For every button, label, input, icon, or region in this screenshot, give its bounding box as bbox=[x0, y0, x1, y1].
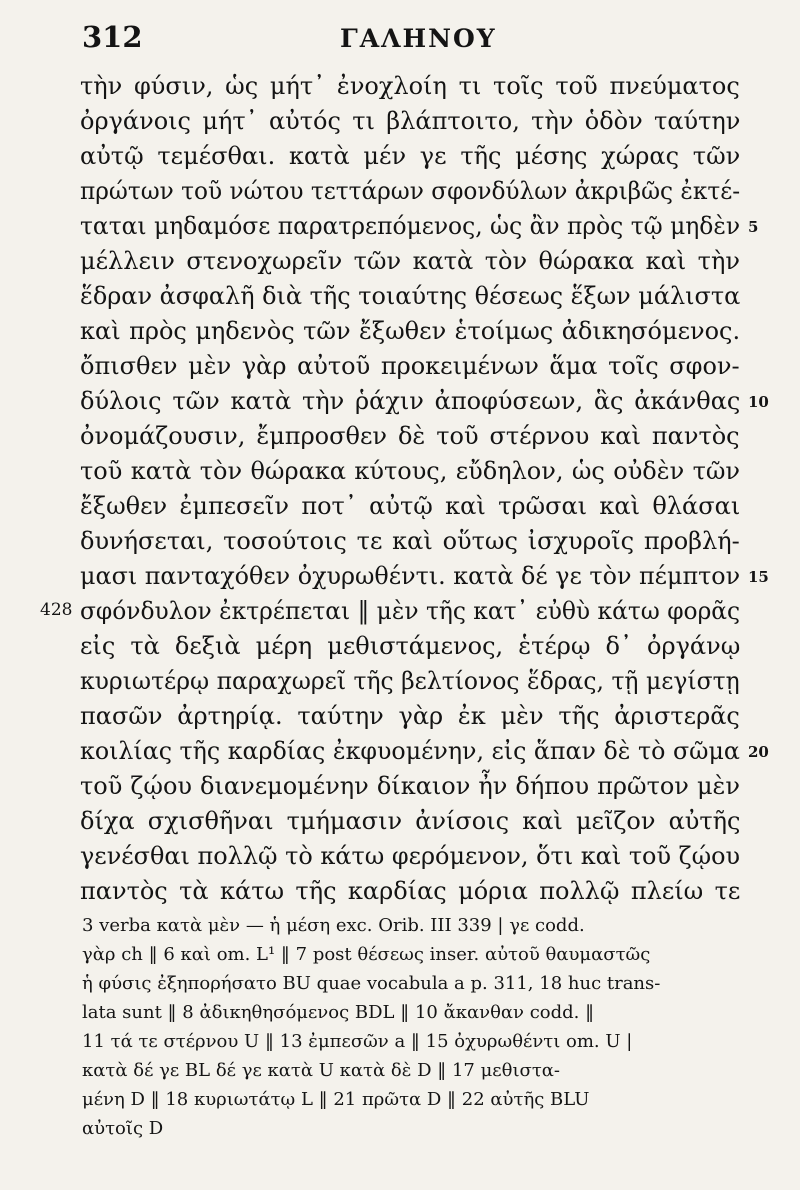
text-line: δύλοις τῶν κατὰ τὴν ῥάχιν ἀποφύσεων, ἃς ἀκάνθας bbox=[80, 387, 741, 415]
text-line: ἕδραν ἀσφαλῆ διὰ τῆς τοιαύτης θέσεως ἕξων μάλιστα bbox=[80, 282, 741, 310]
text-line: παντὸς τὰ κάτω τῆς καρδίας μόρια πολλῷ πλείω τε bbox=[80, 877, 741, 905]
footnote-line: 3 verba κατὰ μὲν — ἡ μέση exc. Orib. III 339 | γε codd. bbox=[82, 915, 585, 936]
text-line: ὀργάνοις μήτ᾽ αὐτός τι βλάπτοιτο, τὴν ὁδὸν ταύτην bbox=[80, 107, 741, 135]
page-number: 312 bbox=[82, 20, 143, 54]
text-line: ὄπισθεν μὲν γὰρ αὐτοῦ προκειμένων ἅμα τοῖς σφον- bbox=[80, 352, 740, 380]
line-number: 20 bbox=[748, 743, 769, 761]
running-head: ΓΑΛΗΝΟΥ bbox=[340, 24, 497, 53]
text-line: τὴν φύσιν, ὡς μήτ᾽ ἐνοχλοίη τι τοῖς τοῦ πνεύματος bbox=[80, 72, 740, 100]
footnote-line: γὰρ ch ‖ 6 καὶ om. L¹ ‖ 7 post θέσεως inser. αὐτοῦ θαυμαστῶς bbox=[82, 944, 651, 965]
text-line: τοῦ ζῴου διανεμομένην δίκαιον ἦν δήπου πρῶτον μὲν bbox=[80, 772, 741, 800]
line-number: 10 bbox=[748, 393, 769, 411]
footnote-line: αὐτοῖς D bbox=[82, 1118, 164, 1139]
text-line: τοῦ κατὰ τὸν θώρακα κύτους, εὔδηλον, ὡς οὐδὲν τῶν bbox=[80, 457, 741, 485]
margin-page-reference: 428 bbox=[40, 600, 73, 620]
footnote-line: μένη D ‖ 18 κυριωτάτῳ L ‖ 21 πρῶτα D ‖ 22 αὐτῆς BLU bbox=[82, 1089, 590, 1110]
text-line: εἰς τὰ δεξιὰ μέρη μεθιστάμενος, ἑτέρῳ δ᾽ ὀργάνῳ bbox=[80, 632, 741, 660]
text-line: ταται μηδαμόσε παρατρεπόμενος, ὡς ἂν πρὸς τῷ μηδὲν bbox=[80, 212, 741, 240]
footnote-line: ἡ φύσις ἐξηπορήσατο BU quae vocabula a p. 311, 18 huc trans- bbox=[82, 973, 661, 994]
footnote-line: 11 τά τε στέρνου U ‖ 13 ἐμπεσῶν a ‖ 15 ὀχυρωθέντι om. U | bbox=[82, 1031, 633, 1052]
text-line: κοιλίας τῆς καρδίας ἐκφυομένην, εἰς ἅπαν δὲ τὸ σῶμα bbox=[80, 737, 740, 765]
text-line: κυριωτέρῳ παραχωρεῖ τῆς βελτίονος ἕδρας, τῇ μεγίστῃ bbox=[80, 667, 740, 695]
line-number: 15 bbox=[748, 568, 769, 586]
text-line: σφόνδυλον ἐκτρέπεται ‖ μὲν τῆς κατ᾽ εὐθὺ κάτω φορᾶς bbox=[80, 597, 741, 625]
text-line: δυνήσεται, τοσούτοις τε καὶ οὕτως ἰσχυροῖς προβλή- bbox=[80, 527, 740, 555]
text-line: δίχα σχισθῆναι τμήμασιν ἀνίσοις καὶ μεῖζον αὐτῆς bbox=[80, 807, 741, 835]
text-line: ἔξωθεν ἐμπεσεῖν ποτ᾽ αὐτῷ καὶ τρῶσαι καὶ θλάσαι bbox=[80, 492, 741, 520]
line-number: 5 bbox=[748, 218, 759, 236]
text-line: μέλλειν στενοχωρεῖν τῶν κατὰ τὸν θώρακα καὶ τὴν bbox=[80, 247, 740, 275]
text-line: καὶ πρὸς μηδενὸς τῶν ἔξωθεν ἑτοίμως ἀδικησόμενος. bbox=[80, 317, 741, 345]
footnote-line: lata sunt ‖ 8 ἀδικηθησόμενος BDL ‖ 10 ἄκανθαν codd. ‖ bbox=[82, 1002, 595, 1023]
text-line: αὐτῷ τεμέσθαι. κατὰ μέν γε τῆς μέσης χώρας τῶν bbox=[80, 142, 741, 170]
page-header bbox=[0, 14, 800, 54]
text-line: γενέσθαι πολλῷ τὸ κάτω φερόμενον, ὅτι καὶ τοῦ ζῴου bbox=[80, 842, 741, 870]
text-line: ὀνομάζουσιν, ἔμπροσθεν δὲ τοῦ στέρνου καὶ παντὸς bbox=[80, 422, 740, 450]
text-line: μασι πανταχόθεν ὀχυρωθέντι. κατὰ δέ γε τὸν πέμπτον bbox=[80, 562, 741, 590]
footnote-line: κατὰ δέ γε BL δέ γε κατὰ U κατὰ δὲ D ‖ 17 μεθιστα- bbox=[82, 1060, 561, 1081]
text-line: πασῶν ἀρτηρίᾳ. ταύτην γὰρ ἐκ μὲν τῆς ἀριστερᾶς bbox=[80, 702, 740, 730]
text-line: πρώτων τοῦ νώτου τεττάρων σφονδύλων ἀκριβῶς ἐκτέ- bbox=[80, 177, 741, 205]
